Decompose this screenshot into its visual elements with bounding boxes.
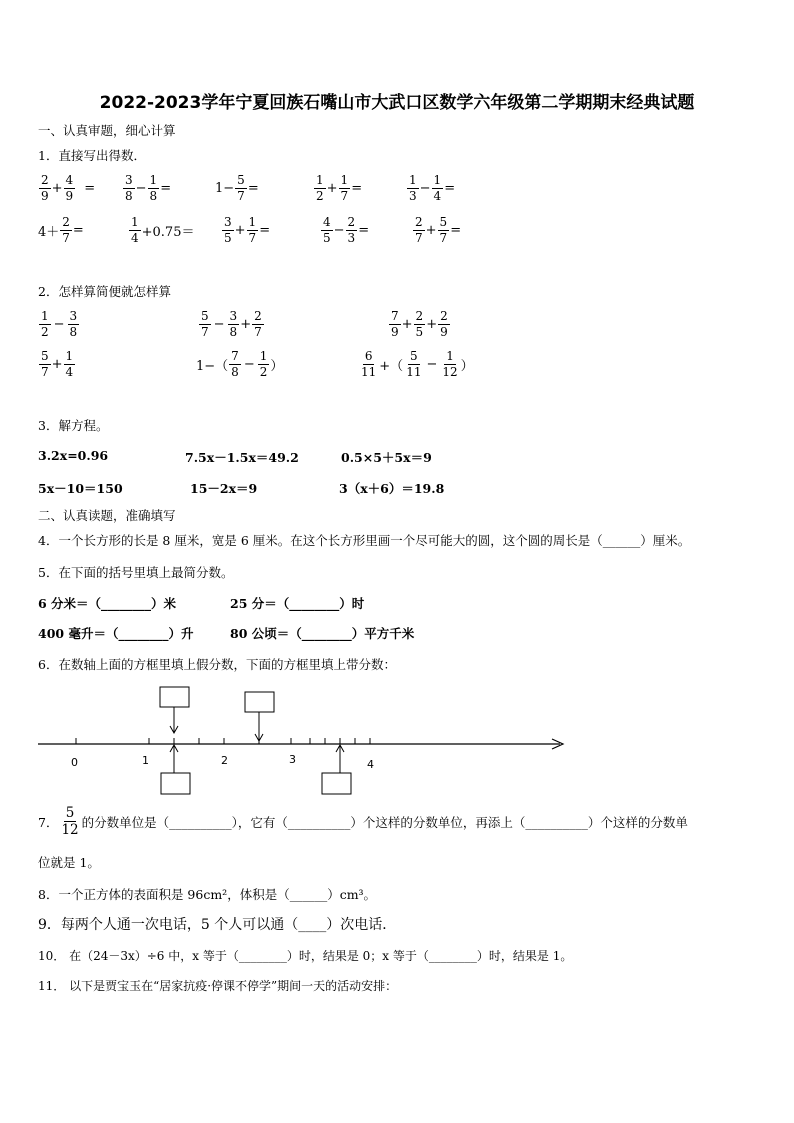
q3-equation-2: 7.5x－1.5x＝49.2 [185,450,299,465]
upper-box-1 [160,687,189,707]
q1-item-6: 4＋ $\frac{2}{7}$ = [38,215,84,245]
q3-equation-4: 5x－10＝150 [38,481,123,496]
q1-item-2: $\frac{3}{8}$ − $\frac{1}{8}$ = [125,173,172,203]
q5-item-2: 25 分＝（________）时 [230,596,365,611]
q2-expr-2: $\frac{5}{7}$ − $\frac{3}{8}$ + $\frac{2}{7}$ [201,309,262,339]
q1-item-3: 1− $\frac{5}{7}$ = [215,173,259,203]
q1-item-9: $\frac{4}{5}$ − $\frac{2}{3}$ = [323,215,370,245]
q7-text-2: 位就是 1。 [38,855,100,870]
q7-fraction: $\frac{5}{12}$ [61,805,79,839]
ticks [76,738,370,744]
q2-expr-6: $\frac{6}{11}$ +（ $\frac{5}{11}$ − $\frac{1}{12}$ ） [361,349,474,379]
q5-item-4: 80 公顷＝（________）平方千米 [230,626,415,641]
tick-label-3: 3 [289,753,296,766]
q3-equation-1: 3.2x=0.96 [38,448,109,463]
q2-expr-1: $\frac{1}{2}$ − $\frac{3}{8}$ [41,309,78,339]
q8-text: 8．一个正方体的表面积是 96cm²，体积是（______）cm³。 [38,887,377,902]
tick-label-0: 0 [71,756,78,769]
tick-label-4: 4 [367,758,374,771]
q7-number: 7． [38,814,59,830]
q2-expr-4: $\frac{5}{7}$ + $\frac{1}{4}$ [41,349,74,379]
q5-item-3: 400 毫升＝（________）升 [38,626,194,641]
q7-text-1: 的分数单位是（__________），它有（__________）个这样的分数单位，再添上（__________）个这样的分数单 [81,814,688,830]
q5-label: 5．在下面的括号里填上最简分数。 [38,565,234,580]
page-title: 2022-2023学年宁夏回族石嘴山市大武口区数学六年级第二学期期末经典试题 [99,93,695,113]
q5-item-1: 6 分米＝（________）米 [38,596,177,611]
q1-label: 1．直接写出得数． [38,148,146,163]
q3-label: 3．解方程。 [38,418,109,433]
lower-box-1 [161,773,190,794]
number-line-figure [0,680,600,800]
q2-expr-5: 1−（ $\frac{7}{8}$ − $\frac{1}{2}$ ） [196,349,284,379]
section-2-heading: 二、认真读题，准确填写 [38,508,176,523]
q7-line-1 [38,806,688,837]
q9-text: 9．每两个人通一次电话，5 个人可以通（____）次电话． [38,917,397,933]
q1-item-8: $\frac{3}{5}$ + $\frac{1}{7}$ = [224,215,271,245]
q3-equation-3: 0.5×5＋5x＝9 [341,450,432,465]
q11-text: 11． 以下是贾宝玉在“居家抗疫·停课不停学”期间一天的活动安排： [38,979,398,993]
q1-item-7: $\frac{1}{4}$ +0.75＝ [131,215,195,245]
q4-text: 4．一个长方形的长是 8 厘米，宽是 6 厘米。在这个长方形里画一个尽可能大的圆，这个圆的周长是（______）厘米。 [38,533,691,548]
q3-equation-5: 15－2x＝9 [190,481,258,496]
q1-item-1: $\frac{2}{9}$ + $\frac{4}{9}$ = [41,173,96,203]
q2-expr-3: $\frac{7}{9}$ + $\frac{2}{5}$ + $\frac{2}{9}$ [391,309,448,339]
upper-box-2 [245,692,274,712]
tick-label-2: 2 [221,754,228,767]
q10-text: 10． 在（24－3x）÷6 中，x 等于（________）时，结果是 0；x 等于（________）时，结果是 1。 [38,949,573,963]
section-1-heading: 一、认真审题，细心计算 [38,123,176,138]
tick-label-1: 1 [142,754,149,767]
q2-label: 2．怎样算简便就怎样算 [38,284,171,299]
q1-item-10: $\frac{2}{7}$ + $\frac{5}{7}$ = [415,215,462,245]
q1-item-4: $\frac{1}{2}$ + $\frac{1}{7}$ = [316,173,363,203]
q1-item-5: $\frac{1}{3}$ − $\frac{1}{4}$ = [409,173,456,203]
q6-label: 6．在数轴上面的方框里填上假分数，下面的方框里填上带分数： [38,657,396,672]
q3-equation-6: 3（x＋6）＝19.8 [339,481,445,496]
lower-box-2 [322,773,351,794]
